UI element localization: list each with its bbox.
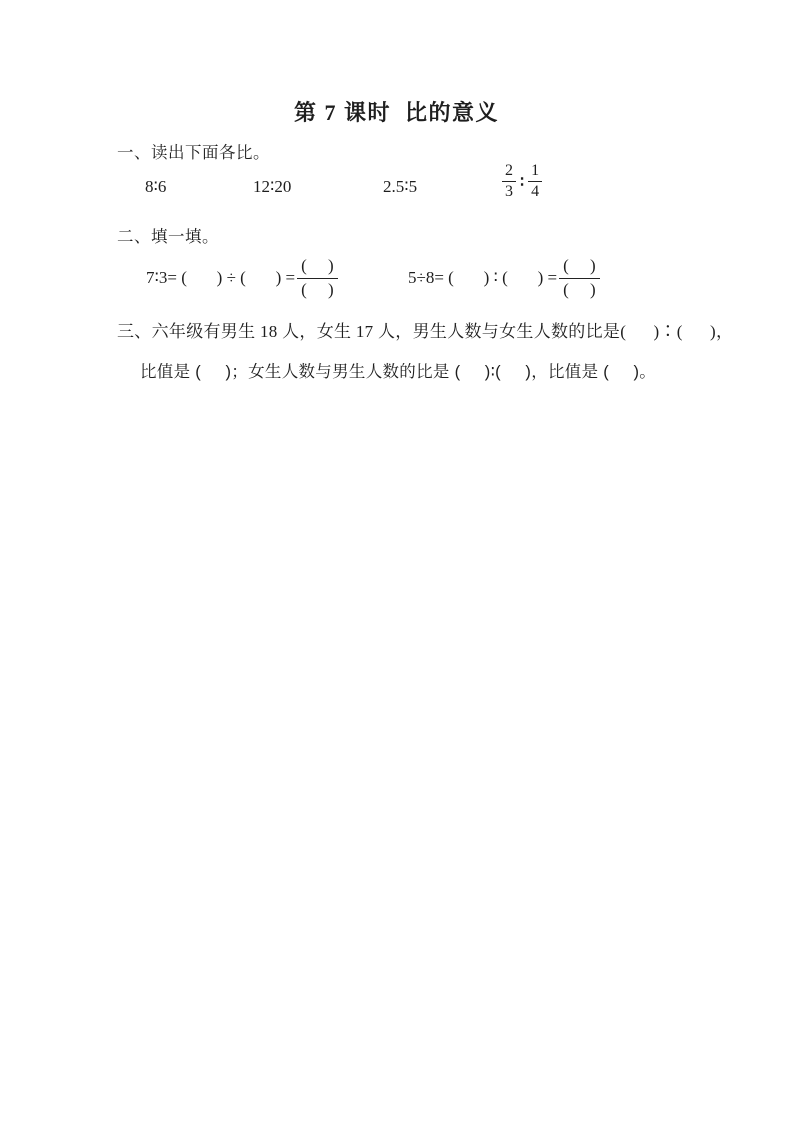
fraction-denominator: 4 [528, 181, 542, 202]
fraction-denominator: 3 [502, 181, 516, 202]
equation-1-blank-fraction [297, 255, 338, 300]
equation-2 [408, 252, 600, 304]
blank-fraction-denominator: ( ) [559, 278, 600, 301]
section1-heading: 一、读出下面各比。 [117, 143, 270, 162]
page-title: 第 7 课时 比的意义 [293, 100, 499, 125]
fraction-numerator: 2 [505, 162, 513, 179]
ratio-item-fractions [502, 161, 542, 202]
ratio-item-3: 2.5∶5 [383, 177, 418, 196]
section2-heading: 二、填一填。 [117, 227, 219, 246]
equation-1 [146, 252, 338, 304]
fraction-one-fourth [528, 161, 542, 202]
section3-text-line2: 比值是 ( )；女生人数与男生人数的比是 ( )∶( )，比值是 ( )。 [140, 363, 657, 381]
blank-fraction-denominator: ( ) [297, 278, 338, 301]
ratio-item-1: 8∶6 [145, 177, 167, 196]
fraction-two-thirds [502, 161, 516, 202]
ratio-item-2: 12∶20 [253, 177, 292, 196]
fraction-numerator: 1 [531, 162, 540, 179]
blank-fraction-numerator: ( ) [301, 256, 334, 276]
equation-1-lead: 7∶3= ( ) ÷ ( ) = [146, 268, 296, 287]
section3-text-line1: 三、六年级有男生 18 人，女生 17 人，男生人数与女生人数的比是( )∶( )， [117, 322, 734, 341]
equation-2-lead: 5÷8= ( ) ∶ ( ) = [408, 268, 558, 287]
blank-fraction-numerator: ( ) [563, 256, 596, 276]
equation-2-blank-fraction [559, 255, 600, 300]
ratio-colon: ∶ [520, 173, 525, 191]
